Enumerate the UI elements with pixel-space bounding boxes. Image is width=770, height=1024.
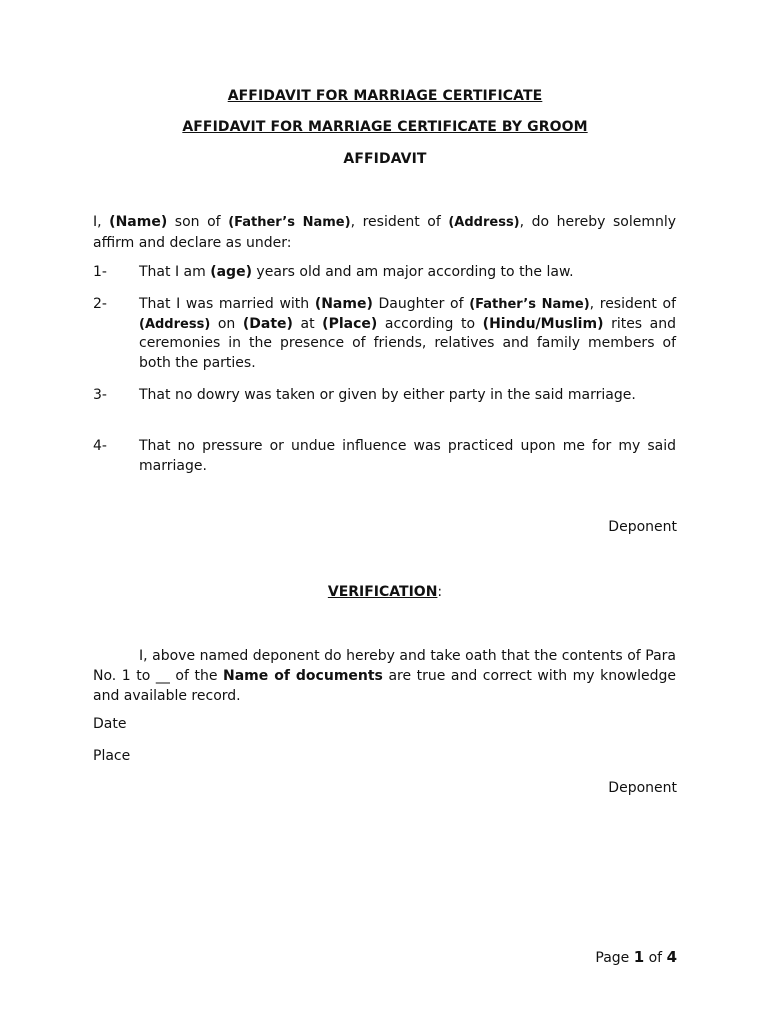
total-pages: 4 [666,948,677,966]
document-title: AFFIDAVIT FOR MARRIAGE CERTIFICATE [227,88,543,104]
item-text [139,295,676,373]
placeholder-date: (Date) [242,315,293,332]
placeholder-bride-name: (Name) [314,296,373,312]
placeholder-address: (Address) [448,215,520,230]
item-text-part: That I am [139,264,211,280]
list-item [93,386,676,406]
list-item [93,437,676,476]
item-number: 4- [93,438,107,454]
item-text-part: That I was married with [139,296,315,312]
page-number [595,948,677,966]
verification-text: are true and correct with my knowledge and available record. [93,668,676,704]
placeholder-name: (Name) [109,214,168,230]
deponent-label: Deponent [608,519,677,535]
verification-paragraph [93,646,676,706]
intro-text: , do hereby solemnly affirm and declare as under: [93,214,677,251]
list-item [93,263,676,283]
placeholder-religion: (Hindu/Muslim) [482,315,604,332]
verification-colon: : [437,584,443,600]
verification-label: VERIFICATION [327,584,438,600]
intro-paragraph [93,212,676,253]
placeholder-place: (Place) [322,315,378,332]
place-label: Place [93,748,131,764]
placeholder-father-name: (Father’s Name) [228,215,351,230]
item-text-part: years old and am major according to the law. [251,264,574,280]
item-text: That no pressure or undue influence was practiced upon me for my said marriage. [139,438,676,474]
placeholder-bride-address: (Address) [139,316,211,332]
intro-text: , resident of [350,214,449,230]
item-text: 3- That no dowry was taken or given by either party in the said marriage. [93,387,636,403]
deponent-label: Deponent [608,780,677,796]
item-text-part: on [210,315,243,332]
item-number: 1- [93,264,107,280]
item-text [139,263,676,283]
item-text-part: at [292,315,323,332]
placeholder-documents: Name of documents [223,668,383,684]
page-word: Page [595,950,634,966]
item-text-part: , resident of [589,296,677,312]
item-text-part: Daughter of [372,296,470,312]
date-label: Date [93,716,127,732]
item-text-part: according to [377,315,483,332]
verification-heading [0,584,770,600]
affidavit-heading: AFFIDAVIT [343,151,427,167]
list-item [93,295,676,373]
intro-text: son of [167,214,229,230]
intro-text: I, [93,214,110,230]
placeholder-bride-father: (Father’s Name) [469,297,590,312]
item-number: 2- [93,296,107,312]
of-word: of [644,950,667,966]
verification-text: I, above named deponent do hereby and take oath that the contents of Para No. 1 to __ of the [93,648,676,684]
current-page: 1 [633,948,645,966]
document-subtitle: AFFIDAVIT FOR MARRIAGE CERTIFICATE BY GROOM [182,119,588,135]
item-text-part: rites and ceremonies in the presence of friends, relatives and family members of both the parties. [139,315,677,371]
placeholder-age: (age) [210,264,252,280]
item-text-part: That no dowry was taken or given by either party in the said marriage. [139,387,636,403]
